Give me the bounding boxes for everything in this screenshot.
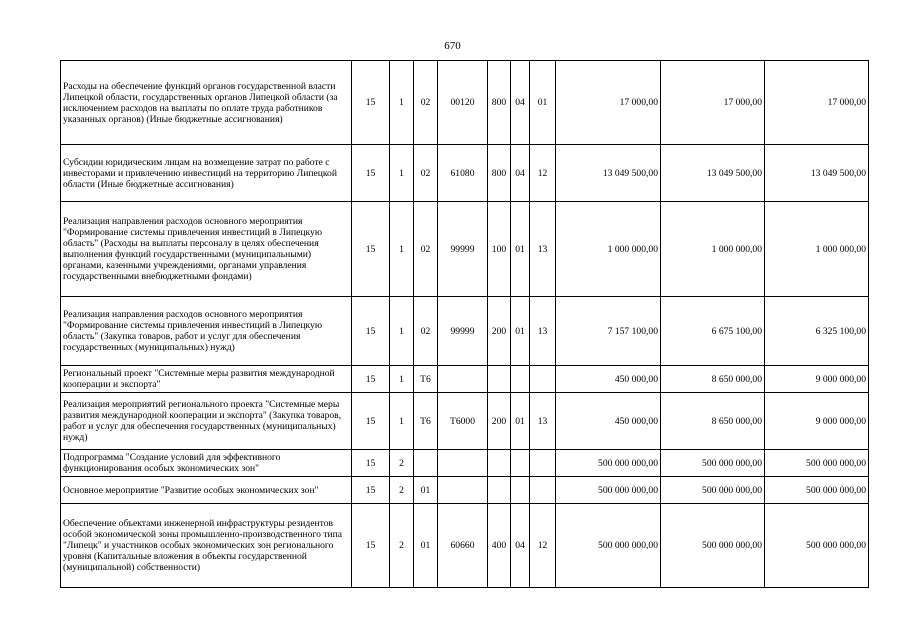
cell-vr: 400 [488,504,511,588]
cell-ar: 99999 [438,297,488,366]
row-description: Реализация направления расходов основного мероприятия "Формирование системы привлечения инвестиций в Липецкую область" (Расходы на выплаты персоналу в целях обеспечения выполнения функций государственными (муниципальными) органами, казенными учреждениями, органами управления государственными внебюджетными фондами) [61,202,352,297]
cell-pp: 01 [414,477,438,504]
cell-sum-1: 500 000 000,00 [556,504,661,588]
cell-sum-1: 450 000,00 [556,366,661,393]
cell-vr: 200 [488,393,511,450]
cell-ps: 13 [530,393,556,450]
cell-sum-1: 450 000,00 [556,393,661,450]
cell-sum-2: 6 675 100,00 [661,297,765,366]
row-description: Основное мероприятие "Развитие особых экономических зон" [61,477,352,504]
cell-rz: 04 [511,504,530,588]
cell-pp: 02 [414,297,438,366]
cell-pr: 1 [390,393,414,450]
cell-pp: T6 [414,366,438,393]
page-number: 670 [444,40,461,52]
row-description: Обеспечение объектами инженерной инфраструктуры резидентов особой экономической зоны промышленно-производственного типа "Липецк" и участников особых экономических зон регионального уровня (Капитальные вложения в объекты государственной (муниципальной) собственности) [61,504,352,588]
cell-sum-2: 500 000 000,00 [661,477,765,504]
cell-sum-2: 8 650 000,00 [661,393,765,450]
row-description: Реализация мероприятий регионального проекта "Системные меры развития международной кооперации и экспорта" (Закупка товаров, работ и услуг для обеспечения государственных (муниципальных) нужд) [61,393,352,450]
table-row [61,366,869,393]
cell-ar [438,477,488,504]
cell-sum-3: 9 000 000,00 [765,393,869,450]
cell-rz: 04 [511,61,530,145]
cell-sum-3: 500 000 000,00 [765,477,869,504]
cell-pp: 01 [414,504,438,588]
cell-rz [511,366,530,393]
cell-gr: 15 [352,393,390,450]
cell-ar: 00120 [438,61,488,145]
cell-sum-2: 8 650 000,00 [661,366,765,393]
cell-vr: 100 [488,202,511,297]
cell-ps [530,450,556,477]
cell-sum-1: 500 000 000,00 [556,450,661,477]
cell-pp: 02 [414,202,438,297]
cell-gr: 15 [352,145,390,202]
cell-pp [414,450,438,477]
cell-pp: 02 [414,145,438,202]
cell-sum-3: 13 049 500,00 [765,145,869,202]
table-row [61,202,869,297]
cell-ar [438,366,488,393]
table-row [61,297,869,366]
cell-sum-3: 500 000 000,00 [765,450,869,477]
cell-gr: 15 [352,450,390,477]
row-description: Региональный проект "Системные меры развития международной кооперации и экспорта" [61,366,352,393]
cell-vr [488,477,511,504]
cell-pr: 1 [390,297,414,366]
cell-gr: 15 [352,61,390,145]
cell-vr: 800 [488,61,511,145]
cell-pr: 1 [390,202,414,297]
table-row [61,504,869,588]
row-description: Подпрограмма "Создание условий для эффективного функционирования особых экономических зон" [61,450,352,477]
cell-pr: 2 [390,450,414,477]
cell-ps [530,366,556,393]
cell-rz: 01 [511,297,530,366]
cell-sum-2: 500 000 000,00 [661,504,765,588]
cell-sum-3: 9 000 000,00 [765,366,869,393]
table-row [61,145,869,202]
cell-ar [438,450,488,477]
cell-sum-1: 17 000,00 [556,61,661,145]
budget-table [60,60,869,588]
cell-sum-1: 500 000 000,00 [556,477,661,504]
cell-ps: 12 [530,504,556,588]
cell-sum-2: 13 049 500,00 [661,145,765,202]
cell-sum-3: 17 000,00 [765,61,869,145]
cell-gr: 15 [352,297,390,366]
cell-pr: 2 [390,477,414,504]
row-description: Субсидии юридическим лицам на возмещение затрат по работе с инвесторами и привлечению инвестиций на территорию Липецкой области (Иные бюджетные ассигнования) [61,145,352,202]
cell-sum-2: 500 000 000,00 [661,450,765,477]
cell-sum-1: 7 157 100,00 [556,297,661,366]
row-description: Расходы на обеспечение функций органов государственной власти Липецкой области, государственных органов Липецкой области (за исключением расходов на выплаты по оплате труда работников указанных органов) (Иные бюджетные ассигнования) [61,61,352,145]
cell-rz: 01 [511,202,530,297]
cell-gr: 15 [352,202,390,297]
cell-ar: 61080 [438,145,488,202]
table-row [61,450,869,477]
cell-pr: 1 [390,145,414,202]
cell-pp: 02 [414,61,438,145]
row-description: Реализация направления расходов основного мероприятия "Формирование системы привлечения инвестиций в Липецкую область" (Закупка товаров, работ и услуг для обеспечения государственных (муниципальных) нужд) [61,297,352,366]
cell-ps [530,477,556,504]
cell-pp: T6 [414,393,438,450]
cell-vr [488,366,511,393]
table-row [61,393,869,450]
cell-ps: 12 [530,145,556,202]
cell-vr: 800 [488,145,511,202]
cell-vr [488,450,511,477]
cell-vr: 200 [488,297,511,366]
cell-sum-2: 1 000 000,00 [661,202,765,297]
cell-gr: 15 [352,504,390,588]
cell-sum-3: 500 000 000,00 [765,504,869,588]
cell-sum-1: 1 000 000,00 [556,202,661,297]
cell-ar: 99999 [438,202,488,297]
cell-ar: 60660 [438,504,488,588]
cell-sum-2: 17 000,00 [661,61,765,145]
cell-gr: 15 [352,477,390,504]
cell-sum-1: 13 049 500,00 [556,145,661,202]
cell-ps: 01 [530,61,556,145]
table-row [61,477,869,504]
cell-rz [511,450,530,477]
cell-rz: 04 [511,145,530,202]
cell-pr: 2 [390,504,414,588]
table-row [61,61,869,145]
cell-pr: 1 [390,61,414,145]
cell-rz: 01 [511,393,530,450]
cell-ps: 13 [530,202,556,297]
cell-pr: 1 [390,366,414,393]
cell-sum-3: 1 000 000,00 [765,202,869,297]
cell-sum-3: 6 325 100,00 [765,297,869,366]
cell-gr: 15 [352,366,390,393]
cell-ar: T6000 [438,393,488,450]
cell-rz [511,477,530,504]
cell-ps: 13 [530,297,556,366]
